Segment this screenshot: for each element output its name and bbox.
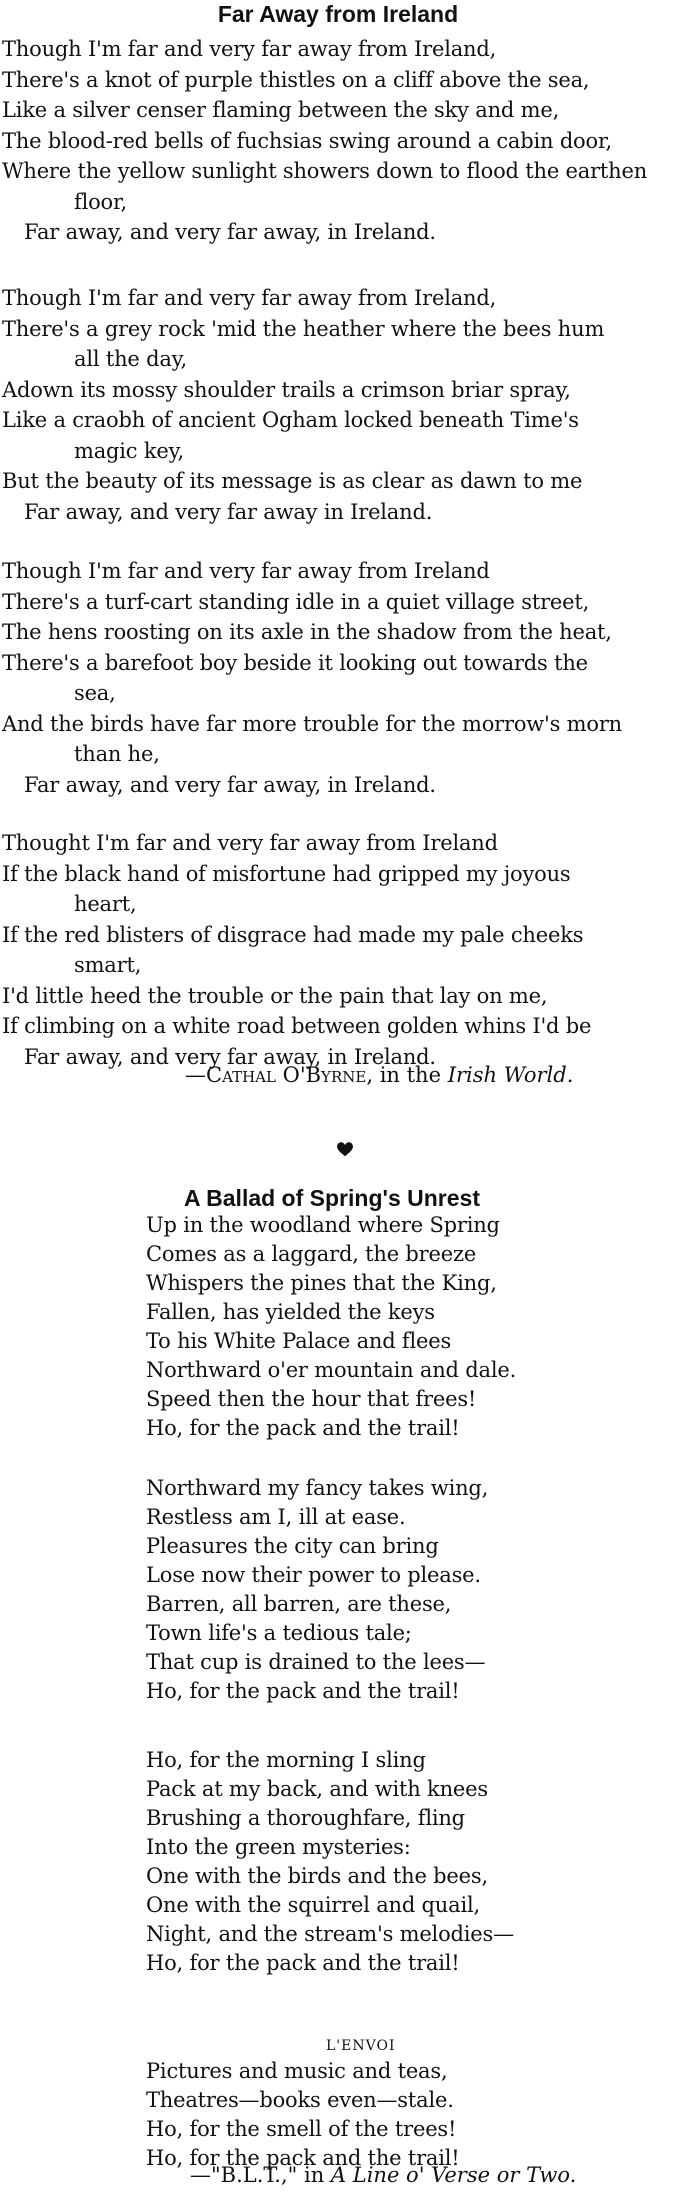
poem-line: One with the squirrel and quail, xyxy=(146,1893,480,1917)
poem-line: Adown its mossy shoulder trails a crimson briar spray, xyxy=(2,377,571,402)
poem1-stanza-3 xyxy=(2,556,698,800)
poem-line: There's a grey rock 'mid the heather where the bees hum xyxy=(2,316,605,341)
poem-line: But the beauty of its message is as clear as dawn to me xyxy=(2,469,583,493)
poem2-attribution xyxy=(190,2160,576,2190)
poem-line: Up in the woodland where Spring xyxy=(146,1213,500,1237)
poem-line: Pictures and music and teas, xyxy=(146,2059,448,2083)
poem-line: If the red blisters of disgrace had made my pale cheeks xyxy=(2,922,584,947)
poem-line: Whispers the pines that the King, xyxy=(146,1271,497,1295)
envoi-label: L'ENVOI xyxy=(326,2038,396,2054)
poem-line: Though I'm far and very far away from Ireland, xyxy=(2,37,497,61)
poem-line: There's a barefoot boy beside it looking out towards the xyxy=(2,650,588,675)
poem-line: Fallen, has yielded the keys xyxy=(146,1300,435,1324)
poem-line: Like a silver censer flaming between the sky and me, xyxy=(2,98,560,122)
poem-refrain: Ho, for the pack and the trail! xyxy=(146,1951,460,1975)
poem1-attribution xyxy=(185,1060,573,1090)
poem-line: Barren, all barren, are these, xyxy=(146,1592,452,1616)
poem-line: Ho, for the morning I sling xyxy=(146,1748,426,1772)
poem-line: smart, xyxy=(74,953,142,977)
poem2-stanza-2 xyxy=(146,1474,666,1706)
poem-line: Northward my fancy takes wing, xyxy=(146,1476,489,1500)
poem-line: Where the yellow sunlight showers down to flood the earthen xyxy=(2,159,648,183)
attribution-connector: in the xyxy=(373,1063,448,1087)
poem-title-ballad-of-springs-unrest: A Ballad of Spring's Unrest xyxy=(184,1185,480,1211)
poem-refrain: Ho, for the pack and the trail! xyxy=(146,1679,460,1703)
poem2-stanza-1 xyxy=(146,1211,666,1443)
poem-line: sea, xyxy=(74,681,116,705)
poem-refrain: Far away, and very far away in Ireland. xyxy=(24,499,433,524)
poem-line: Brushing a thoroughfare, fling xyxy=(146,1806,465,1830)
poem2-envoi xyxy=(146,2043,666,2173)
poem-line: Comes as a laggard, the breeze xyxy=(146,1242,477,1266)
attribution-source: A Line o' Verse or Two. xyxy=(330,2163,577,2187)
poem-line: Town life's a tedious tale; xyxy=(146,1621,412,1645)
poem-line: Speed then the hour that frees! xyxy=(146,1387,477,1411)
poem-line: If the black hand of misfortune had gripped my joyous xyxy=(2,861,571,886)
poem-line: Pleasures the city can bring xyxy=(146,1534,439,1558)
poem-refrain: Far away, and very far away, in Ireland. xyxy=(24,1044,436,1069)
poem-line: Thought I'm far and very far away from Ireland xyxy=(2,831,498,855)
poem2-stanza-3 xyxy=(146,1746,666,1978)
poem-refrain: Ho, for the pack and the trail! xyxy=(146,2146,460,2170)
poem-line: all the day, xyxy=(74,347,188,371)
poem-line: Night, and the stream's melodies— xyxy=(146,1922,514,1946)
poem-line: Like a craobh of ancient Ogham locked beneath Time's xyxy=(2,408,579,432)
poem-line: heart, xyxy=(74,892,137,916)
poem-line: Theatres—books even—stale. xyxy=(146,2088,454,2112)
poem-line: Northward o'er mountain and dale. xyxy=(146,1358,517,1382)
poem1-stanza-4 xyxy=(2,828,698,1072)
poem-line: than he, xyxy=(74,742,160,766)
poem-line: To his White Palace and flees xyxy=(146,1329,452,1353)
poem-line: magic key, xyxy=(74,438,184,463)
poem-line: One with the birds and the bees, xyxy=(146,1864,488,1888)
poem-line: Lose now their power to please. xyxy=(146,1563,481,1587)
poem-line: Into the green mysteries: xyxy=(146,1835,411,1859)
attribution-source: Irish World. xyxy=(447,1063,574,1087)
poem-line: Ho, for the smell of the trees! xyxy=(146,2117,457,2141)
poem-title-far-away-from-ireland: Far Away from Ireland xyxy=(217,1,459,27)
poem1-stanza-2 xyxy=(2,283,698,527)
poem-line: There's a knot of purple thistles on a cliff above the sea, xyxy=(2,67,590,92)
poem-line: The hens roosting on its axle in the shadow from the heat, xyxy=(2,620,612,644)
poem-line: Though I'm far and very far away from Ireland xyxy=(2,559,490,583)
poem-line: Though I'm far and very far away from Ireland, xyxy=(2,286,497,310)
poem-refrain: Ho, for the pack and the trail! xyxy=(146,1416,460,1440)
poem-refrain: Far away, and very far away, in Ireland. xyxy=(24,220,436,244)
poem-line: That cup is drained to the lees— xyxy=(146,1650,486,1674)
attribution-author: —"B.L.T.," in xyxy=(190,2163,331,2187)
poem-refrain: Far away, and very far away, in Ireland. xyxy=(24,772,436,797)
poem-line: I'd little heed the trouble or the pain that lay on me, xyxy=(2,983,548,1008)
poem-line: Pack at my back, and with knees xyxy=(146,1777,488,1801)
poem-line: If climbing on a white road between golden whins I'd be xyxy=(2,1014,592,1038)
poem-line: floor, xyxy=(74,189,127,214)
poem-line: The blood-red bells of fuchsias swing around a cabin door, xyxy=(2,128,612,153)
heart-icon xyxy=(336,1140,354,1158)
poem1-stanza-1 xyxy=(2,34,698,248)
author-name: —Cathal O'Byrne, xyxy=(185,1063,374,1087)
poem-line: And the birds have far more trouble for the morrow's morn xyxy=(2,711,622,736)
poem-line: There's a turf-cart standing idle in a quiet village street, xyxy=(2,589,590,614)
poem-line: Restless am I, ill at ease. xyxy=(146,1505,406,1529)
